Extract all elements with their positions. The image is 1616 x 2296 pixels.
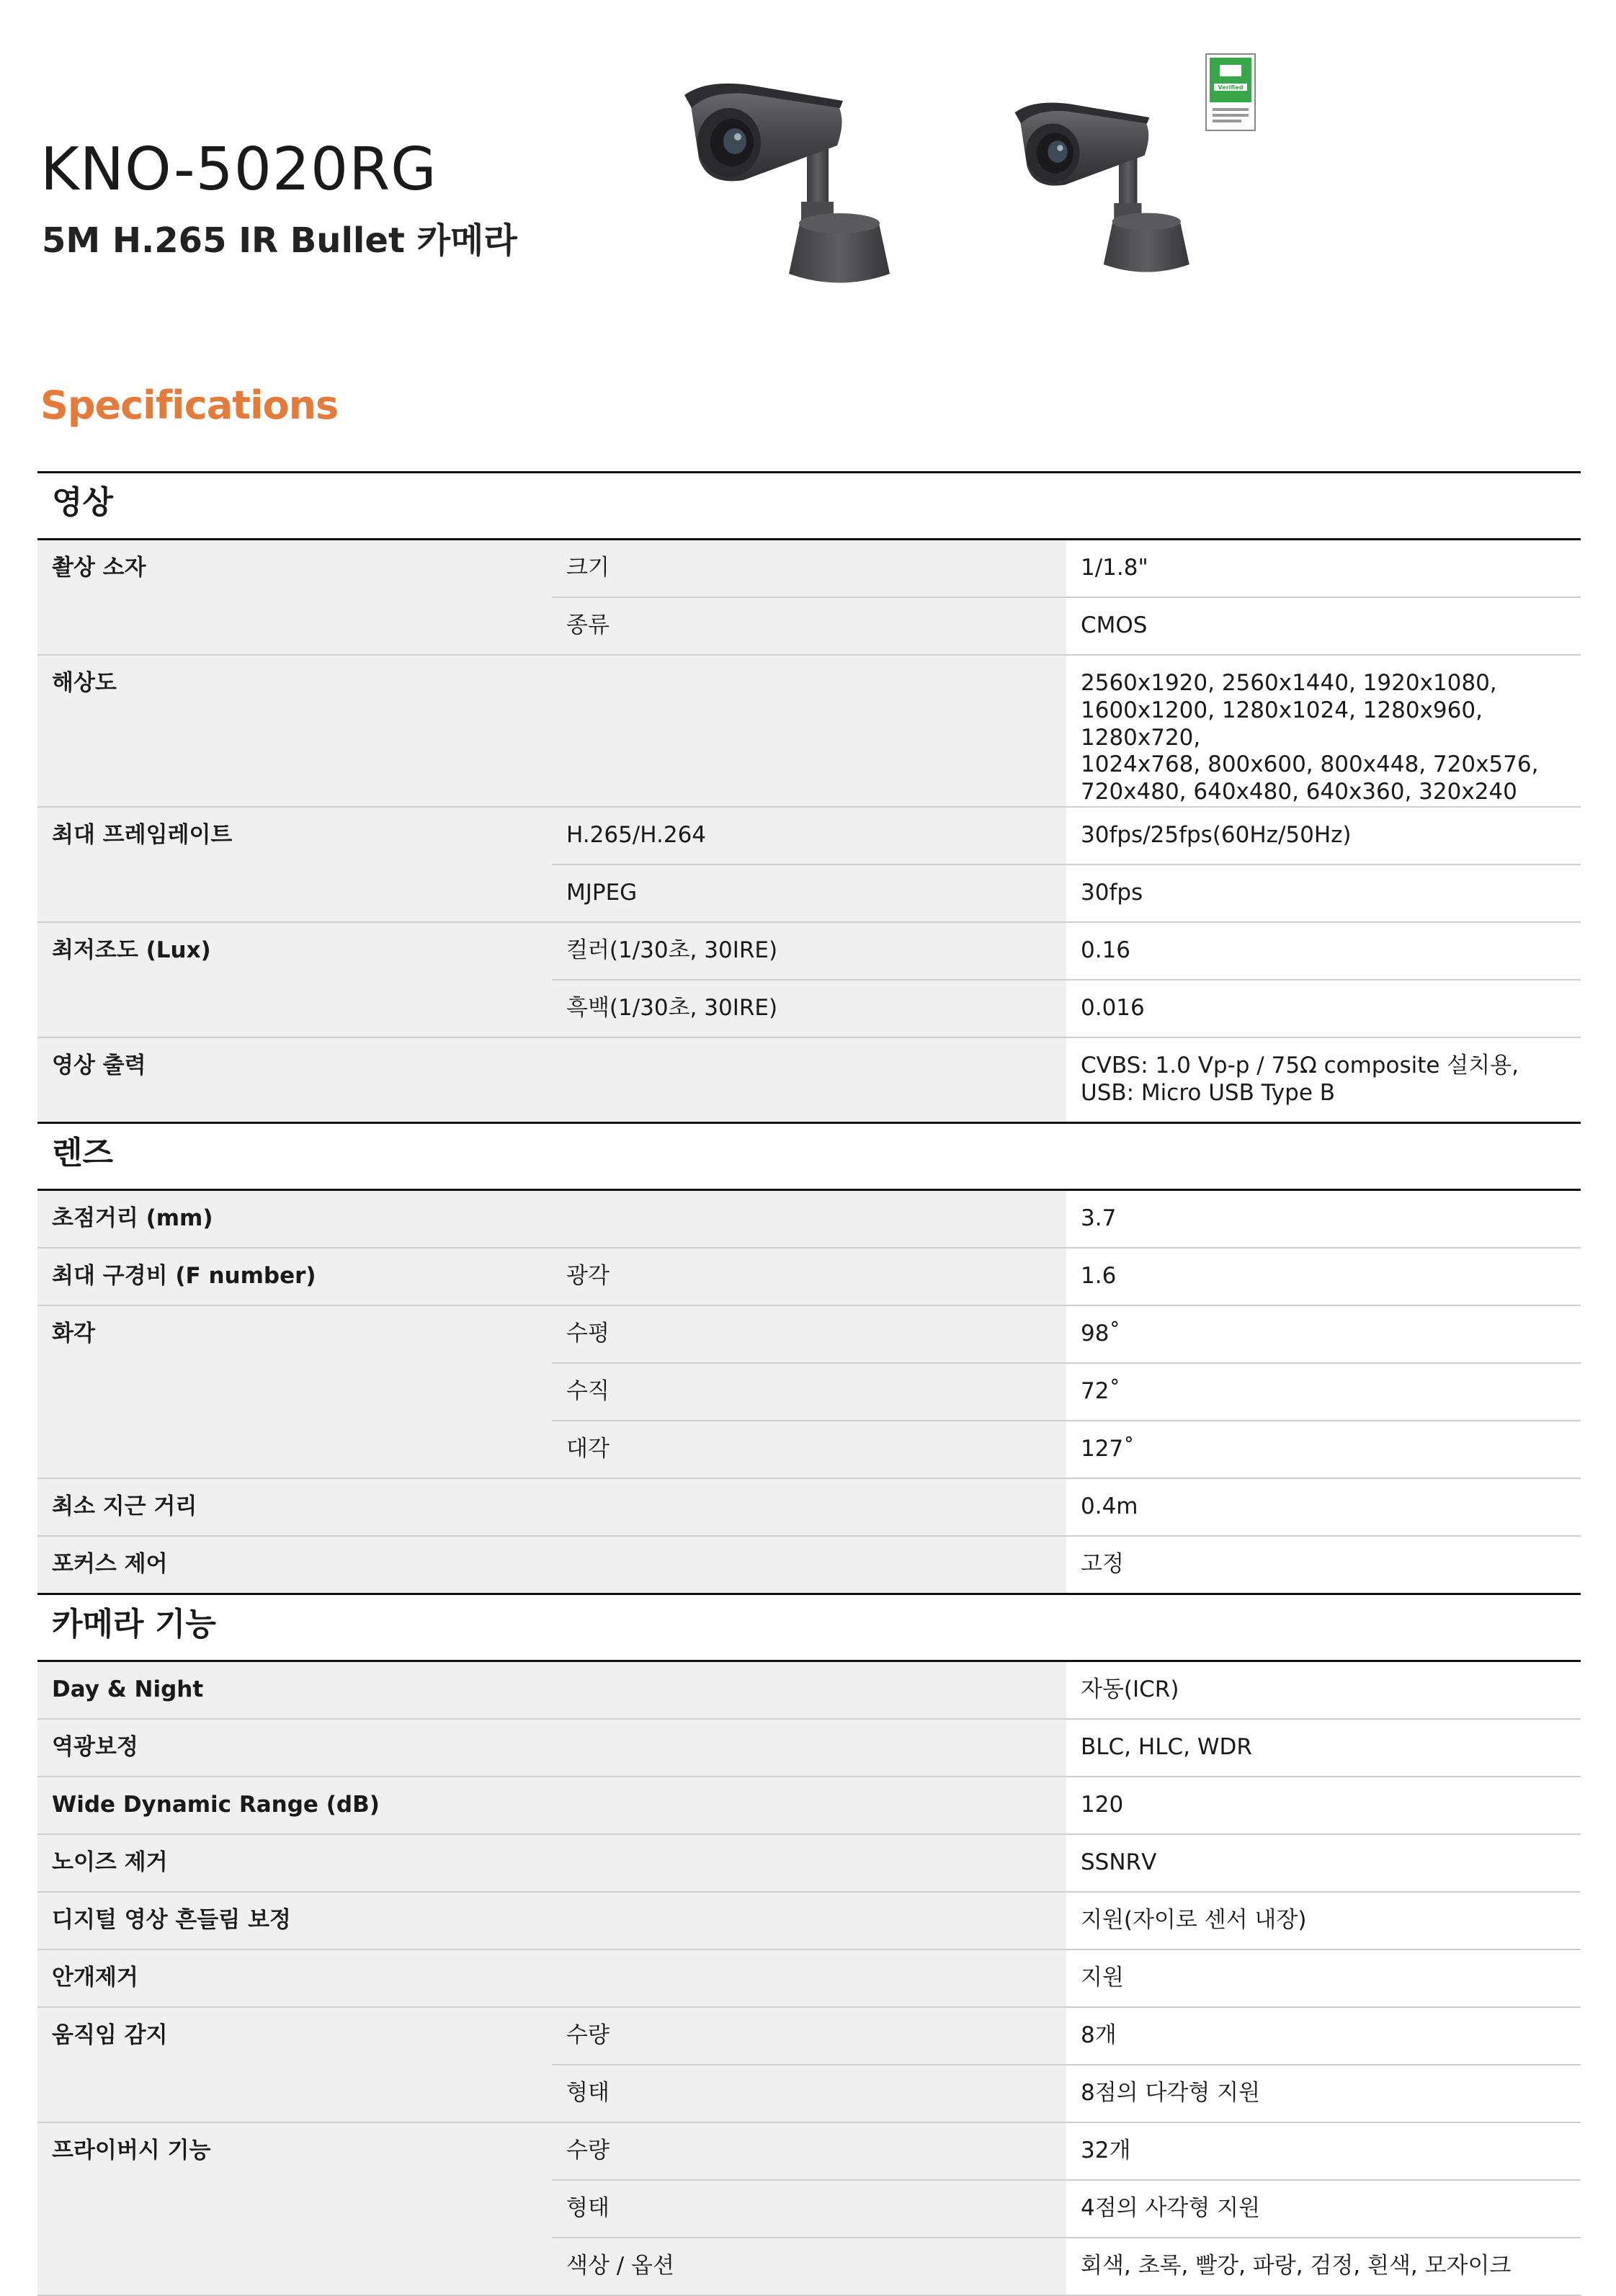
row-value: 30fps/25fps(60Hz/50Hz) [1066,807,1581,865]
row-sublabel: H.265/H.264 [552,807,1066,865]
row-label: 화각 [37,1305,552,1478]
table-row [37,540,1581,598]
row-value [1066,1037,1581,1123]
row-value: 0.016 [1066,980,1581,1037]
section-header-camera [37,1594,1581,1661]
row-value: 8개 [1066,2007,1581,2065]
spec-table [37,471,1581,2296]
row-label: 역광보정 [37,1719,1066,1777]
section-title: 카메라 기능 [37,1594,1581,1661]
section-title: 영상 [37,473,1581,540]
row-value: 98˚ [1066,1305,1581,1363]
row-value: 3.7 [1066,1190,1581,1248]
row-label: 노이즈 제거 [37,1834,1066,1892]
row-label: 안개제거 [37,1949,1066,2007]
table-row [37,922,1581,980]
product-model-title: KNO-5020RG [40,135,437,204]
row-sublabel: 수직 [552,1363,1066,1421]
row-value: 0.16 [1066,922,1581,980]
section-header-video [37,473,1581,540]
row-label: Wide Dynamic Range (dB) [37,1777,1066,1834]
row-label: 프라이버시 기능 [37,2122,552,2295]
row-label: 촬상 소자 [37,540,552,656]
table-row [37,1892,1581,1949]
row-sublabel: MJPEG [552,865,1066,922]
camera-image-1 [677,79,965,295]
row-label: 최소 지근 거리 [37,1478,1066,1536]
table-row [37,655,1581,807]
row-sublabel: 크기 [552,540,1066,598]
section-header-lens [37,1123,1581,1190]
table-row [37,1719,1581,1777]
row-value: 30fps [1066,865,1581,922]
product-subtitle: 5M H.265 IR Bullet 카메라 [42,220,517,261]
table-row [37,1536,1581,1594]
row-sublabel: 종류 [552,597,1066,655]
table-row [37,1834,1581,1892]
row-sublabel: 수평 [552,1305,1066,1363]
row-label: 최대 프레임레이트 [37,807,552,922]
specifications-heading: Specifications [40,383,339,428]
row-value: BLC, HLC, WDR [1066,1719,1581,1777]
row-value: 1/1.8" [1066,540,1581,598]
row-value: 자동(ICR) [1066,1661,1581,1720]
section-title: 렌즈 [37,1123,1581,1190]
row-value-line: USB: Micro USB Type B [1081,1079,1336,1106]
row-value: 회색, 초록, 빨강, 파랑, 검정, 흰색, 모자이크 [1066,2238,1581,2295]
row-label: 최대 구경비 (F number) [37,1248,552,1305]
row-sublabel: 형태 [552,2065,1066,2122]
svg-text:Verified: Verified [1218,84,1244,91]
table-row [37,1248,1581,1305]
row-sublabel: 광각 [552,1248,1066,1305]
row-sublabel: 색상 / 옵션 [552,2238,1066,2295]
row-value [1066,655,1581,807]
row-label: Day & Night [37,1661,1066,1720]
row-sublabel: 형태 [552,2180,1066,2238]
row-label: 디지털 영상 흔들림 보정 [37,1892,1066,1949]
table-row [37,2007,1581,2065]
table-row [37,1478,1581,1536]
table-row [37,1190,1581,1248]
table-row [37,807,1581,865]
row-label: 영상 출력 [37,1037,1066,1123]
row-label: 움직임 감지 [37,2007,552,2122]
table-row [37,1661,1581,1720]
row-label: 최저조도 (Lux) [37,922,552,1037]
row-value: 4점의 사각형 지원 [1066,2180,1581,2238]
row-sublabel: 흑백(1/30초, 30IRE) [552,980,1066,1037]
row-label: 초점거리 (mm) [37,1190,1066,1248]
row-value: 120 [1066,1777,1581,1834]
tta-verified-icon [1205,53,1256,131]
row-value: 32개 [1066,2122,1581,2180]
row-value: 72˚ [1066,1363,1581,1421]
row-value: SSNRⅤ [1066,1834,1581,1892]
row-value-line: 2560x1920, 2560x1440, 1920x1080, 1600x1200, 1280x1024, 1280x960, 1280x720, [1081,670,1497,751]
table-row [37,1949,1581,2007]
row-value-line: 1024x768, 800x600, 800x448, 720x576, 720x480, 640x480, 640x360, 320x240 [1081,751,1539,805]
table-row [37,1305,1581,1363]
row-value: 0.4m [1066,1478,1581,1536]
row-sublabel: 대각 [552,1421,1066,1478]
row-sublabel: 수량 [552,2122,1066,2180]
row-value: 지원 [1066,1949,1581,2007]
row-value: 고정 [1066,1536,1581,1594]
row-value: 지원(자이로 센서 내장) [1066,1892,1581,1949]
row-value: 8점의 다각형 지원 [1066,2065,1581,2122]
table-row [37,1777,1581,1834]
table-row [37,1037,1581,1123]
row-sublabel: 컬러(1/30초, 30IRE) [552,922,1066,980]
row-value-line: CVBS: 1.0 Vp-p / 75Ω composite 설치용, [1081,1053,1519,1079]
row-label: 해상도 [37,655,1066,807]
row-value: 127˚ [1066,1421,1581,1478]
row-label: 포커스 제어 [37,1536,1066,1594]
row-sublabel: 수량 [552,2007,1066,2065]
row-value: CMOS [1066,597,1581,655]
table-row [37,2122,1581,2180]
row-value: 1.6 [1066,1248,1581,1305]
